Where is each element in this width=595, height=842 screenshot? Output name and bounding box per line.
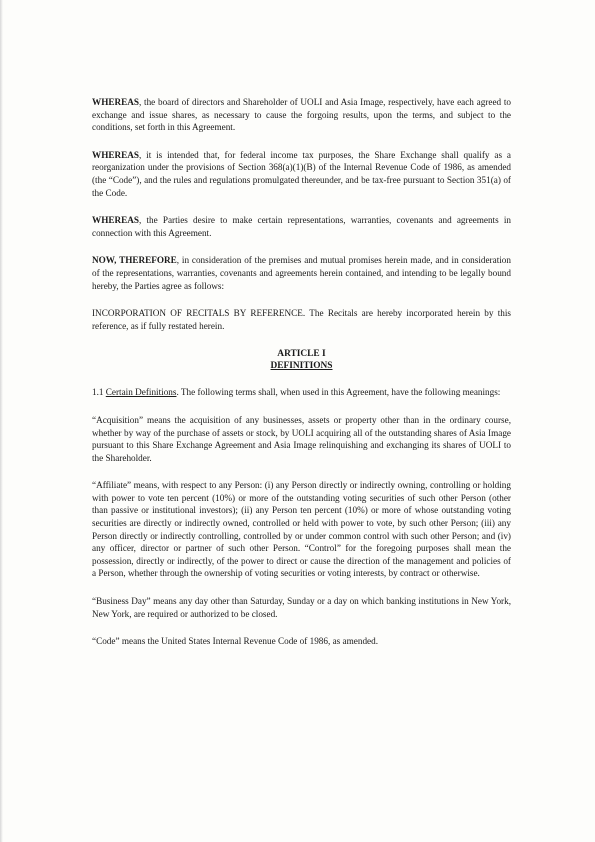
definition-code: “Code” means the United States Internal Revenue Code of 1986, as amended. xyxy=(92,636,379,647)
definition-acquisition: “Acquisition” means the acquisition of any businesses, assets or property other than in the ordinary course, whether by way of the purchase of assets or stock, by UOLI acquiring all of the outstanding shares of Asia Image pursuant to this Share Exchange Agreement and Asia Image relinquishing and exchanging its shares of UOLI to the Shareholder. xyxy=(92,414,511,463)
article-number: ARTICLE I xyxy=(277,349,326,360)
agreement-body: , in consideration of the premises and mutual promises herein made, and in consideration of the representations, warranties, covenants and agreements herein contained, and intending to be legally bound hereby, the Parties agree as follows: xyxy=(92,255,511,291)
definition-business-day: “Business Day” means any day other than Saturday, Sunday or a day on which banking institutions in New York, New York, are required or authorized to be closed. xyxy=(92,596,511,619)
recital-lead: WHEREAS xyxy=(92,215,139,226)
recital-lead: WHEREAS xyxy=(92,97,139,107)
definition-affiliate: “Affiliate” means, with respect to any Person: (i) any Person directly or indirectly owning, controlling or holding with power to vote ten percent (10%) or more of the outstanding voting securities of such other Person (other than passive or institutional investors); (ii) any Person ten percent (10%) or more of whose outstanding voting securities are directly or indirectly owned, controlled or held with power to vote, by such other Person; (iii) any Person directly or indirectly controlling, controlled by or under common control with such other Person; and (iv) any officer, director or partner of such other Person. “Control” for the foregoing purposes shall mean the possession, directly or indirectly, of the power to direct or cause the direction of the management and policies of a Person, whether through the ownership of voting securities or voting interests, by contract or otherwise. xyxy=(92,480,511,579)
recital-paragraph-2 xyxy=(92,149,511,199)
recital-body: , it is intended that, for federal income tax purposes, the Share Exchange shall qualify as a reorganization under the provisions of Section 368(a)(1)(B) of the Internal Revenue Code of 1986, as amended (the “Code”), and the rules and regulations promulgated thereunder, and be tax-free pursuant to Section 351(a) of the Code. xyxy=(92,149,511,198)
agreement-lead: NOW, THEREFORE xyxy=(92,255,177,266)
section-body: . The following terms shall, when used in this Agreement, have the following meanings: xyxy=(176,387,501,398)
incorporation-paragraph: INCORPORATION OF RECITALS BY REFERENCE. The Recitals are hereby incorporated herein by this reference, as if fully restated herein. xyxy=(92,308,511,331)
recital-body: , the Parties desire to make certain representations, warranties, covenants and agreements in connection with this Agreement. xyxy=(92,215,511,238)
agreement-paragraph xyxy=(92,254,511,292)
section-1-1 xyxy=(92,386,511,399)
article-title: DEFINITIONS xyxy=(270,361,333,372)
recital-lead: WHEREAS xyxy=(92,149,139,160)
scan-edge-shadow xyxy=(0,0,3,842)
section-title: Certain Definitions xyxy=(105,387,177,398)
section-number: 1.1 xyxy=(92,387,104,398)
recital-paragraph-1 xyxy=(92,96,511,134)
recital-body: , the board of directors and Shareholder of UOLI and Asia Image, respectively, have each agreed to exchange and issue shares, as necessary to cause the forgoing results, upon the terms, and subject to the conditions, set forth in this Agreement. xyxy=(92,97,511,133)
article-heading xyxy=(92,348,511,372)
recital-paragraph-3 xyxy=(92,214,511,239)
